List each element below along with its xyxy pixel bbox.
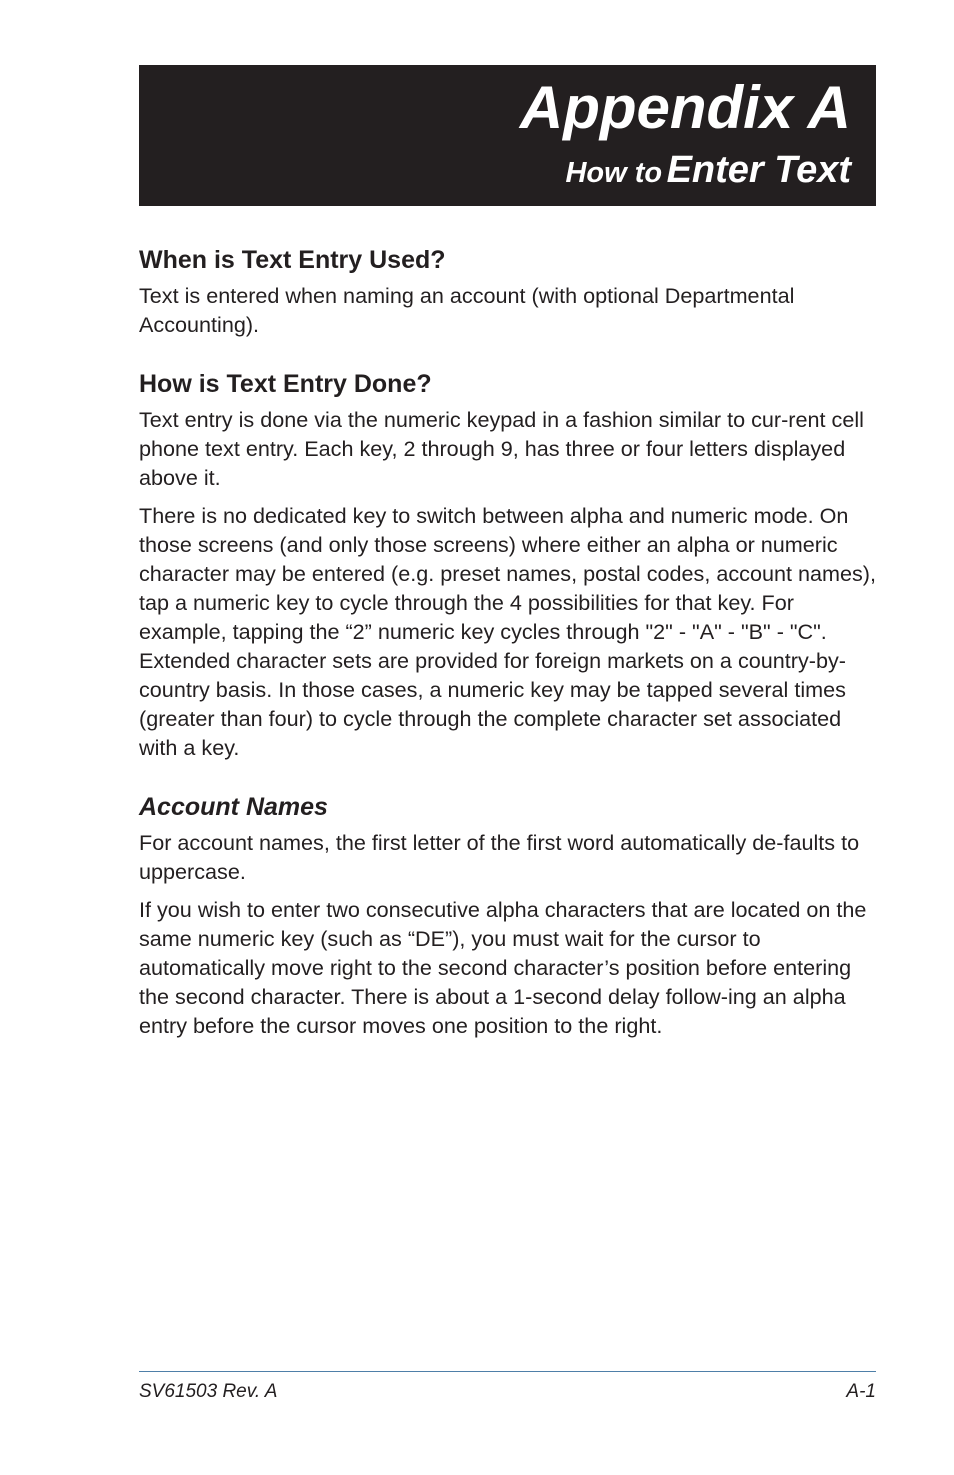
paragraph: Text is entered when naming an account (with optional Departmental Accounting). [139, 283, 795, 337]
chapter-title: Appendix A [519, 74, 851, 141]
paragraph: For account names, the first letter of the first word automatically de-faults to uppercase. [139, 830, 860, 884]
section-heading-when: When is Text Entry Used? [139, 246, 446, 274]
footer-divider [139, 1371, 876, 1372]
chapter-subtitle-main: Enter Text [666, 149, 851, 191]
paragraph: If you wish to enter two consecutive alpha characters that are located on the same numeric key (such as “DE”), you must wait for the cursor to automatically move right to the second character’s position before entering the second character. There is about a 1-second delay follow-ing an alpha entry before the cursor moves one position to the right. [139, 897, 867, 1038]
footer-doc-id: SV61503 Rev. A [139, 1381, 278, 1402]
chapter-banner [139, 65, 876, 206]
chapter-subtitle [565, 148, 851, 200]
chapter-subtitle-prefix: How to [565, 157, 663, 189]
footer-page-number: A-1 [846, 1381, 876, 1402]
subsection-heading-account-names: Account Names [139, 793, 328, 821]
paragraph: There is no dedicated key to switch between alpha and numeric mode. On those screens (and only those screens) where either an alpha or numeric character may be entered (e.g. preset names, postal codes, account names), tap a numeric key to cycle through the 4 possibilities for that key. For example, tapping the “2” numeric key cycles through "2" - "A" - "B" - "C". Extended character sets are provided for foreign markets on a country-by-country basis. In those cases, a numeric key may be tapped several times (greater than four) to cycle through the complete character set associated with a key. [139, 503, 876, 760]
paragraph: Text entry is done via the numeric keypad in a fashion similar to cur-rent cell phone text entry. Each key, 2 through 9, has three or four letters displayed above it. [139, 407, 864, 490]
section-heading-how: How is Text Entry Done? [139, 370, 432, 398]
page-content [139, 243, 879, 1040]
